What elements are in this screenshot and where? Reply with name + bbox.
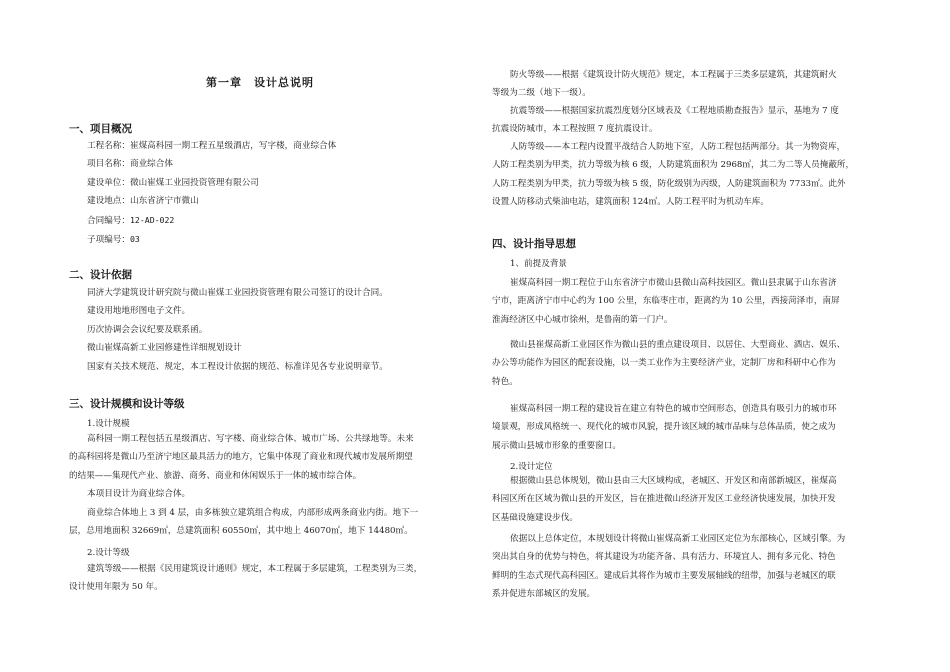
design-grade-paragraph <box>69 560 423 597</box>
location-line: 建设地点：山东省济宁市微山 <box>87 196 199 207</box>
text-line: 展示微山县城市形象的重要窗口。 <box>492 440 621 451</box>
positioning-paragraph-1 <box>492 472 837 527</box>
text-line: 鲜明的生态式现代高科园区。建成后其将作为城市主要发展轴线的纽带，加强与老城区的联 <box>492 570 836 581</box>
text-line: 崔煤高科园一期工程位于山东省济宁市微山县微山高科技园区。微山县隶属于山东省济 <box>510 278 837 288</box>
text-line: 人防等级——本工程内设置平战结合人防地下室，人防工程包括两部分。其一为物资库， <box>510 142 846 152</box>
subheading-design-scale: 1.设计规模 <box>87 419 130 429</box>
text-line: 根据微山县总体规划，微山县由三大区域构成，老城区、开发区和南部新城区，崔煤高 <box>510 476 837 486</box>
text-line: 区基础设施建设步伐。 <box>492 512 578 523</box>
text-line: 防火等级——根据《建筑设计防火规范》规定，本工程属于三类多层建筑，其建筑耐火 <box>510 70 837 80</box>
basis-line: 同济大学建筑设计研究院与微山崔煤工业园投资管理有限公司签订的设计合同。 <box>87 288 388 298</box>
text-line: 抗震等级——根据国家抗震烈度划分区域表及《工程地质勘查报告》显示，基地为 7 度 <box>510 106 839 116</box>
text-line: 办公等功能作为园区的配套设施，以一类工业作为主要经济产业，定制厂房和科研中心作为 <box>492 358 836 369</box>
text-line: 淮海经济区中心城市徐州，是鲁南的第一门户。 <box>492 314 673 325</box>
text-line: 高科园一期工程包括五星级酒店、写字楼、商业综合体、城市广场、公共绿地等。未来 <box>87 434 414 444</box>
text-line: 人防工程类别为甲类，抗力等级为核 6 级，人防建筑面积为 2968㎡，其二为二等人员掩蔽所， <box>492 160 855 171</box>
section-heading-project-overview: 一、项目概况 <box>69 123 132 135</box>
text-line: 的结果——集现代产业、旅游、商务、商业和休闲娱乐于一体的城市综合体。 <box>69 470 362 481</box>
text-line: 崔煤高科园一期工程的建设旨在建立有特色的城市空间形态，创造具有吸引力的城市环 <box>510 404 837 414</box>
subheading-design-grade: 2.设计等级 <box>87 548 130 558</box>
text-line: 的高科园将是微山乃至济宁地区最具活力的地方，它集中体现了商业和现代城市发展所期望 <box>69 452 413 463</box>
positioning-paragraph-2 <box>492 530 846 604</box>
text-line: 突出其自身的优势与特色，将其建设为功能齐备、具有活力、环境宜人、拥有多元化、特色 <box>492 552 836 563</box>
text-line: 依据以上总体定位，本规划设计将微山崔煤高新工业园区定位为东部核心，区域引擎。为 <box>510 534 846 544</box>
basis-line: 国家有关技术规范、规定，本工程设计依据的规范、标准详见各专业说明章节。 <box>87 361 388 372</box>
background-paragraph-2 <box>492 336 846 391</box>
subheading-positioning: 2.设计定位 <box>510 462 553 472</box>
section-heading-guiding-ideas: 四、设计指导思想 <box>492 238 576 250</box>
text-line: 微山县崔煤高新工业园区作为微山县的重点建设项目、以居住、大型商业、酒店、娱乐、 <box>510 340 846 350</box>
text-line: 层，总用地面积 32669㎡，总建筑面积 60550㎡，其中地上 46070㎡，地下 14480㎡。 <box>69 526 413 537</box>
background-paragraph-3 <box>492 400 837 455</box>
subheading-background: 1、前提及背景 <box>510 259 568 269</box>
seismic-grade-paragraph <box>492 102 839 139</box>
text-line: 系并促进东部城区的发展。 <box>492 589 596 600</box>
text-line: 设置人防移动式柴油电站，建筑面积 124㎡。人防工程平时为机动车库。 <box>492 197 769 208</box>
text-line: 等级为二级（地下一级）。 <box>492 88 591 99</box>
background-paragraph-1 <box>492 274 840 329</box>
chapter-title: 第一章 设计总说明 <box>206 76 314 89</box>
civil-defense-paragraph <box>492 138 855 212</box>
design-scale-paragraph <box>69 430 419 540</box>
item-name-line: 项目名称：商业综合体 <box>87 159 173 170</box>
text-line: 商业综合体地上 3 到 4 层，由多栋独立建筑组合构成，内部形成两条商业内街。地下一 <box>87 507 419 518</box>
sub-item-number-line: 子项编号：03 <box>87 234 140 246</box>
text-line: 建筑等级——根据《民用建筑设计通则》规定，本工程属于多层建筑，工程类别为三类， <box>87 564 423 574</box>
text-line: 科园区所在区域为微山县的开发区，旨在推进微山经济开发区工业经济快速发展，加快开发 <box>492 494 836 505</box>
basis-line: 历次协调会会议纪要及联系函。 <box>87 324 208 335</box>
contract-number-line: 合同编号：12-AD-022 <box>87 214 175 226</box>
text-line: 境景观，形成风格统一、现代化的城市风貌，提升该区域的城市品味与总体品质，使之成为 <box>492 422 836 433</box>
basis-line: 建设用地地形图电子文件。 <box>87 306 191 317</box>
section-heading-design-basis: 二、设计依据 <box>69 269 132 281</box>
design-basis-text <box>87 284 388 376</box>
text-line: 宁市，距离济宁市中心约为 100 公里，东临枣庄市，距离约为 10 公里，西接菏泽市，南屏 <box>492 296 840 307</box>
project-name-line: 工程名称：崔煤高科园一期工程五星级酒店，写字楼，商业综合体 <box>87 141 337 151</box>
text-line: 设计使用年限为 50 年。 <box>69 582 163 593</box>
text-line: 本项目设计为商业综合体。 <box>87 489 191 500</box>
text-line: 抗震设防城市，本工程按照 7 度抗震设计。 <box>492 124 658 135</box>
fire-grade-paragraph <box>492 66 837 103</box>
text-line: 人防工程类别为甲类，抗力等级为核 5 级，防化级别为丙级，人防建筑面积为 7733㎡。此外 <box>492 178 846 189</box>
text-line: 特色。 <box>492 376 518 387</box>
section-heading-scale-grade: 三、设计规模和设计等级 <box>69 398 185 410</box>
basis-line: 微山崔煤高新工业园修建性详细规划设计 <box>87 343 242 354</box>
client-line: 建设单位：微山崔煤工业园投资管理有限公司 <box>87 177 259 188</box>
project-overview-text <box>87 137 336 249</box>
